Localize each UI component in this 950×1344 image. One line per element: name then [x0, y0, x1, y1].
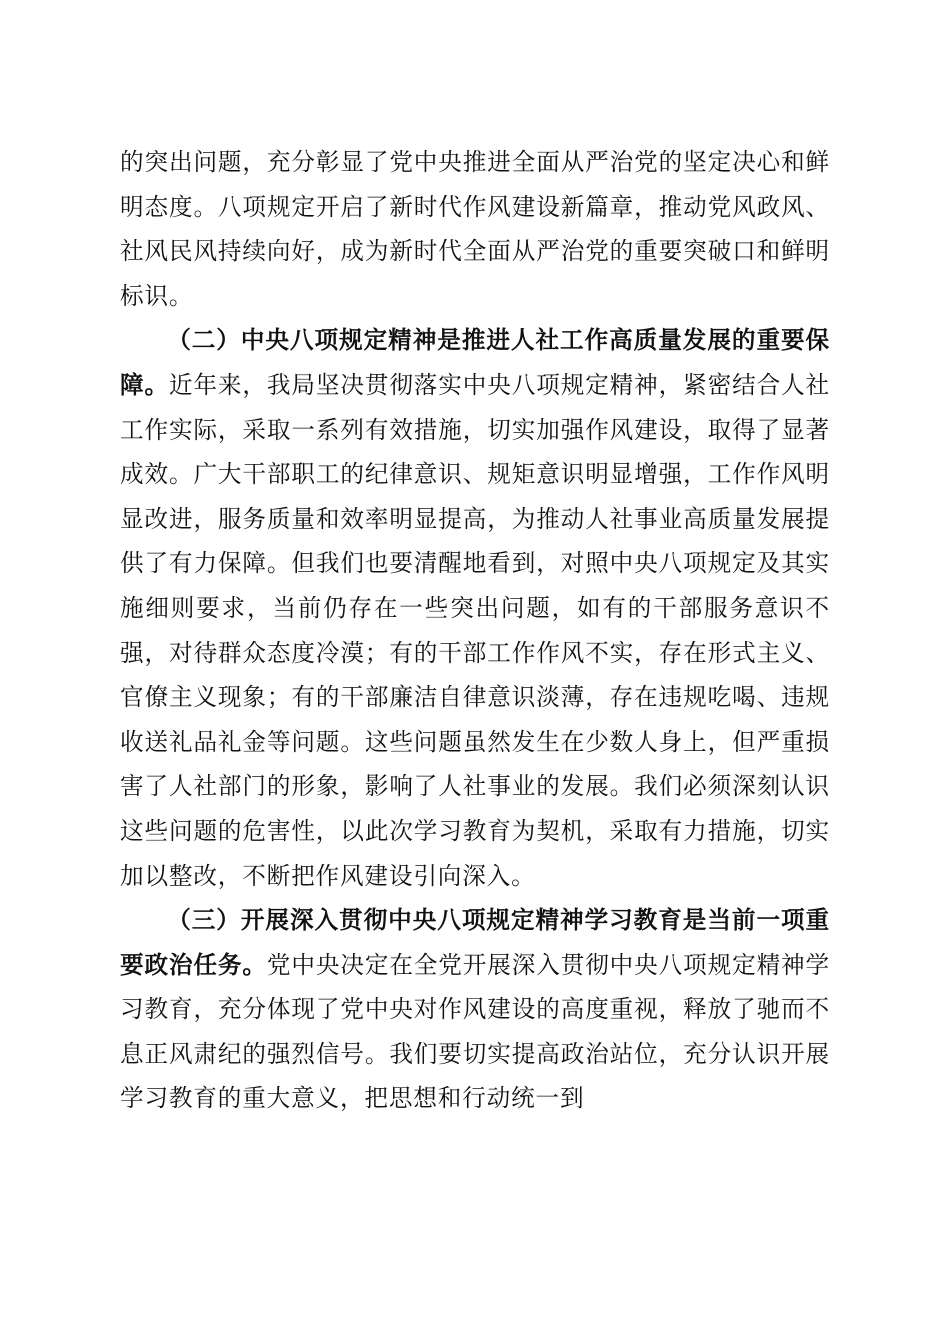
- paragraph-section-two: [120, 318, 830, 898]
- paragraph-continuation: [120, 140, 830, 318]
- paragraph-text: 近年来，我局坚决贯彻落实中央八项规定精神，紧密结合人社工作实际，采取一系列有效措施，切实加强作风建设，取得了显著成效。广大干部职工的纪律意识、规矩意识明显增强，工作作风明显改进，服务质量和效率明显提高，为推动人社事业高质量发展提供了有力保障。但我们也要清醒地看到，对照中央八项规定及其实施细则要求，当前仍存在一些突出问题，如有的干部服务意识不强，对待群众态度冷漠；有的干部工作作风不实，存在形式主义、官僚主义现象；有的干部廉洁自律意识淡薄，存在违规吃喝、违规收送礼品礼金等问题。这些问题虽然发生在少数人身上，但严重损害了人社部门的形象，影响了人社事业的发展。我们必须深刻认识这些问题的危害性，以此次学习教育为契机，采取有力措施，切实加以整改，不断把作风建设引向深入。: [120, 370, 830, 890]
- paragraph-text: 的突出问题，充分彰显了党中央推进全面从严治党的坚定决心和鲜明态度。八项规定开启了新时代作风建设新篇章，推动党风政风、社风民风持续向好，成为新时代全面从严治党的重要突破口和鲜明标识。: [120, 148, 830, 310]
- paragraph-section-three: [120, 898, 830, 1121]
- document-page: [120, 140, 830, 1121]
- section-two-heading: （二）中央八项规定精神是推进人社工作高质量发展的重要保障。: [120, 326, 830, 399]
- paragraph-text: 党中央决定在全党开展深入贯彻中央八项规定精神学习教育，充分体现了党中央对作风建设的高度重视，释放了驰而不息正风肃纪的强烈信号。我们要切实提高政治站位，充分认识开展学习教育的重大意义，把思想和行动统一到: [120, 950, 830, 1113]
- section-three-heading: （三）开展深入贯彻中央八项规定精神学习教育是当前一项重要政治任务。: [120, 906, 830, 979]
